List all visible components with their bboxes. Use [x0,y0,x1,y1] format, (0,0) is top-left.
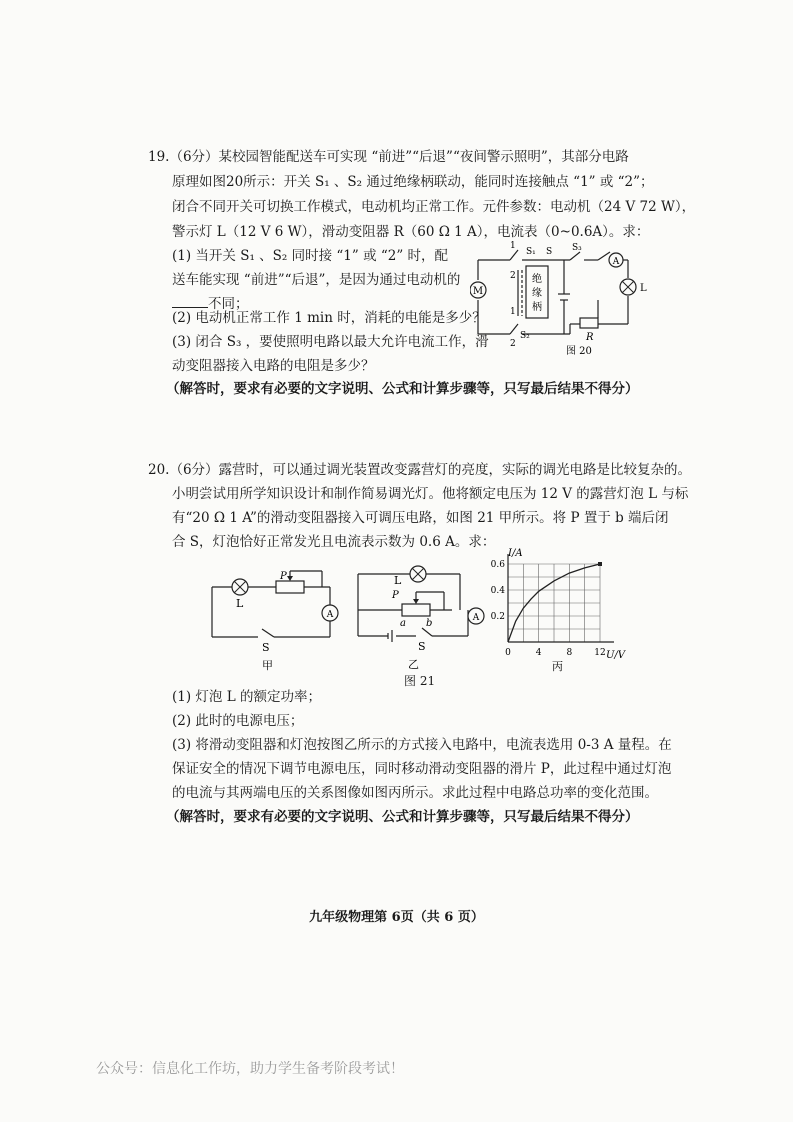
q19-sub1-end: 不同； [208,296,249,312]
ylabel: I/A [508,548,523,559]
jia-caption: 甲 [262,659,273,672]
figure-20-caption: 图 20 [566,346,592,356]
b-label: b [426,618,433,629]
lamp-label: L [394,574,402,587]
q20-sub1: (1) 灯泡 L 的额定功率； [172,689,321,705]
bing-caption: 丙 [552,660,563,673]
yi-caption: 乙 [408,658,419,671]
contact-label: 1 [510,307,516,317]
q19-sub3: 动变阻器接入电路的电阻是多少？ [172,358,375,374]
s1-label: S₁ [526,247,536,257]
handle-label: 柄 [532,302,542,313]
q20-sub3: 保证安全的情况下调节电源电压，同时移动滑动变阻器的滑片 P，此过程中通过灯泡 [172,761,672,777]
a-label: a [400,618,406,629]
q19-line: 警示灯 L（12 V 6 W），滑动变阻器 R（60 Ω 1 A），电流表（0~0.6A）。求： [172,224,650,240]
ammeter-label: A [472,613,480,623]
lamp-label: L [640,283,647,294]
y-tick-label: 0.6 [490,560,505,570]
figure-20-circuit [470,238,650,356]
q19-line: 原理如图20所示：开关 S₁ 、S₂ 通过绝缘柄联动，能同时连接触点 “1” 或 “2”； [172,174,654,190]
q20-sub3: 的电流与其两端电压的关系图像如图丙所示。求此过程中电路总功率的变化范围。 [172,785,658,801]
q19-line: 闭合不同开关可切换工作模式，电动机均正常工作。元件参数：电动机（24 V 72 W）， [172,199,696,215]
figure-21-bing-chart [486,546,632,676]
x-tick-label: 0 [505,648,511,658]
x-tick-label: 4 [535,648,542,658]
q20-line: 合 S，灯泡恰好正常发光且电流表示数为 0.6 A。求： [172,534,496,550]
x-tick-label: 12 [594,648,606,658]
q19-sub1: (1) 当开关 S₁ 、S₂ 同时接 “1” 或 “2” 时，配 [172,248,449,264]
q20-line: 有“20 Ω 1 A”的滑动变阻器接入可调压电路，如图 21 甲所示。将 P 置于 b 端后闭 [172,510,669,526]
contact-label: 1 [510,241,516,251]
q19-sub2: (2) 电动机正常工作 1 min 时，消耗的电能是多少？ [172,310,486,326]
x-tick-label: 8 [566,648,573,658]
p-label: P [392,590,399,601]
page-footer: 九年级物理第 6页（共 6 页） [309,910,484,925]
switch-label: S [262,641,270,654]
lamp-label: L [236,597,244,610]
q19-sub1: 送车能实现 “前进”“后退”，是因为通过电动机的 [172,272,461,288]
ammeter-label: A [612,257,620,267]
y-tick-label: 0.2 [490,612,505,622]
watermark-text: 公众号：信息化工作坊，助力学生备考阶段考试！ [96,1061,404,1077]
contact-label: 2 [510,271,516,281]
s-label: S [546,247,553,257]
p-label: P [280,571,287,582]
q20-note: （解答时，要求有必要的文字说明、公式和计算步骤等，只写最后结果不得分） [166,809,639,825]
q20-line: 小明尝试用所学知识设计和制作简易调光灯。他将额定电压为 12 V 的露营灯泡 L 与标 [172,486,689,502]
contact-label: 2 [510,339,516,349]
q19-line: 19.（6分）某校园智能配送车可实现 “前进”“后退”“夜间警示照明”，其部分电路 [148,149,629,165]
q19-sub3: (3) 闭合 S₃ ，要使照明电路以最大允许电流工作，滑 [172,334,489,350]
s3-label: S₃ [572,243,582,253]
motor-label: M [472,286,484,297]
figure-21-caption: 图 21 [404,674,436,688]
switch-label: S [418,640,426,653]
xlabel: U/V [606,650,626,661]
figure-21-jia [206,565,346,675]
resistor-label: R [586,332,594,343]
q20-sub3: (3) 将滑动变阻器和灯泡按图乙所示的方式接入电路中，电流表选用 0-3 A 量程。在 [172,737,672,753]
y-tick-label: 0.4 [490,586,505,596]
handle-label: 绝 [532,274,542,285]
figure-21-yi [352,562,492,677]
q20-line: 20.（6分）露营时，可以通过调光装置改变露营灯的亮度，实际的调光电路是比较复杂的。 [148,462,692,478]
q19-note: （解答时，要求有必要的文字说明、公式和计算步骤等，只写最后结果不得分） [166,381,639,397]
handle-label: 缘 [532,288,542,299]
ammeter-label: A [326,610,334,620]
s2-label: S₂ [520,331,530,341]
q20-sub2: (2) 此时的电源电压； [172,713,304,729]
curve-endpoint [598,562,602,566]
